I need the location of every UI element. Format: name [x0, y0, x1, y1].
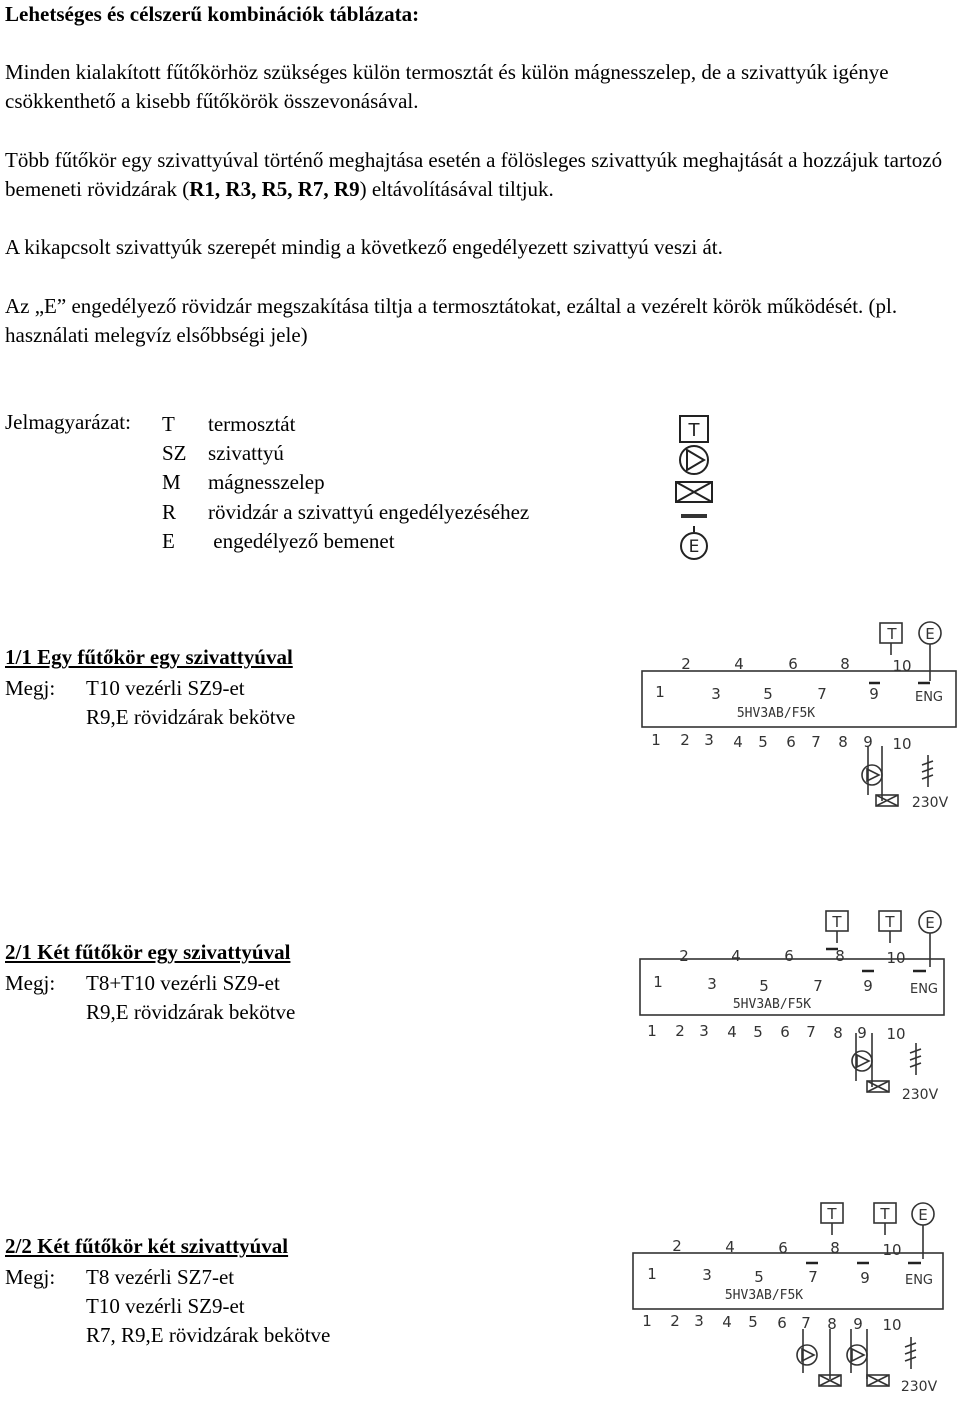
top-terminal: 10: [882, 1241, 902, 1259]
bottom-terminal: 6: [780, 1023, 790, 1041]
thermostat-symbol-label: T: [688, 420, 700, 441]
mid-terminal: 7: [813, 977, 823, 995]
bottom-terminal: 10: [886, 1025, 906, 1043]
thermostat-label: T: [880, 1205, 890, 1223]
disable-paragraph: [5, 146, 955, 204]
model-label: 5HV3AB/F5K: [732, 997, 812, 1012]
section-title-2-2: 2/2 Két fűtőkör két szivattyúval: [5, 1234, 289, 1258]
bottom-terminal: 6: [777, 1314, 787, 1332]
bottom-terminal: 2: [680, 731, 690, 749]
mid-terminal: 5: [763, 685, 773, 703]
bottom-terminal: 2: [670, 1312, 680, 1330]
top-terminal: 8: [830, 1239, 840, 1257]
mid-terminal: 3: [702, 1266, 712, 1284]
thermostat-label: T: [885, 913, 895, 931]
top-terminal: 4: [734, 655, 744, 673]
note-line: R9,E rövidzárak bekötve: [86, 1000, 296, 1024]
bottom-terminal: 7: [811, 733, 821, 751]
top-terminal: 6: [778, 1239, 788, 1257]
legend-text: termosztát: [208, 412, 296, 436]
section-note-2-1: [5, 969, 295, 1027]
bottom-terminal: 10: [892, 735, 912, 753]
mid-terminal: 9: [869, 685, 879, 703]
bottom-terminal: 2: [675, 1022, 685, 1040]
wiring-diagram-1-1: [630, 615, 960, 840]
bottom-terminal: 9: [857, 1024, 867, 1042]
note-line: T8+T10 vezérli SZ9-et: [86, 971, 280, 995]
mid-terminal: 3: [707, 975, 717, 993]
disable-paragraph-text-start: Több fűtőkör egy szivattyúval történő meghajtása esetén a fölösleges szivattyúk meghajtását a hozzájuk tartozó bemeneti rövidzárak (: [5, 148, 943, 201]
bottom-terminal: 5: [758, 733, 768, 751]
legend-item: [162, 526, 395, 556]
bottom-terminal: 9: [853, 1315, 863, 1333]
wiring-diagram-2-1: [630, 905, 960, 1105]
legend-code: T: [162, 412, 175, 436]
thermostat-icon: [680, 416, 708, 442]
pump-icon: [680, 446, 708, 474]
legend-label: Jelmagyarázat:: [5, 410, 131, 434]
legend-symbols: [668, 410, 728, 570]
legend-text: mágnesszelep: [208, 470, 325, 494]
bottom-terminal: 4: [727, 1023, 737, 1041]
bottom-terminal: 1: [642, 1312, 652, 1330]
top-terminal: 6: [788, 655, 798, 673]
enable-symbol-label: E: [688, 537, 700, 557]
bottom-terminal: 5: [753, 1023, 763, 1041]
section-title-2-1: 2/1 Két fűtőkör egy szivattyúval: [5, 940, 291, 964]
top-terminal: 2: [681, 655, 691, 673]
mid-terminal: 1: [647, 1265, 657, 1283]
mid-terminal: ENG: [904, 1273, 934, 1288]
bottom-terminal: 9: [863, 733, 873, 751]
bottom-terminal: 3: [704, 731, 714, 749]
note-line: R9,E rövidzárak bekötve: [86, 705, 296, 729]
enable-label: E: [918, 1206, 928, 1224]
bottom-terminal: 3: [694, 1312, 704, 1330]
top-terminal: 4: [731, 947, 741, 965]
legend-code: SZ: [162, 441, 187, 465]
mid-terminal: 9: [860, 1269, 870, 1287]
enable-paragraph: Az „E” engedélyező rövidzár megszakítása tiltja a termosztátokat, ezáltal a vezérelt körök működését. (pl. használati melegvíz elsőbbségi jele): [5, 294, 898, 347]
bottom-terminal: 3: [699, 1022, 709, 1040]
disable-paragraph-bold: R1, R3, R5, R7, R9: [189, 177, 360, 201]
bottom-terminal: 4: [722, 1313, 732, 1331]
legend-text: rövidzár a szivattyú engedélyezéséhez: [208, 500, 530, 524]
thermostat-label: T: [887, 625, 897, 643]
model-label: 5HV3AB/F5K: [724, 1288, 804, 1303]
bottom-terminal: 1: [651, 731, 661, 749]
section-note-1-1: [5, 674, 295, 732]
note-line: T8 vezérli SZ7-et: [86, 1265, 235, 1289]
mid-terminal: ENG: [914, 690, 944, 705]
thermostat-label: T: [832, 913, 842, 931]
bottom-terminal: 6: [786, 733, 796, 751]
bottom-terminal: 8: [827, 1315, 837, 1333]
disable-paragraph-text-end: ) eltávolításával tiltjuk.: [359, 177, 554, 201]
enable-input-icon: [681, 526, 707, 559]
top-terminal: 10: [892, 657, 912, 675]
page-title: Lehetséges és célszerű kombinációk táblázata:: [5, 2, 420, 26]
mid-terminal: ENG: [909, 982, 939, 997]
mid-terminal: 5: [759, 977, 769, 995]
enable-label: E: [925, 914, 935, 932]
legend-item: [162, 409, 295, 439]
section-note-2-2: [5, 1263, 330, 1350]
wiring-diagram-2-2: [625, 1195, 960, 1400]
mid-terminal: 1: [655, 683, 665, 701]
bottom-terminal: 4: [733, 733, 743, 751]
enable-label: E: [925, 625, 935, 643]
note-label: Megj:: [5, 676, 56, 700]
top-terminal: 8: [835, 947, 845, 965]
top-terminal: 2: [672, 1237, 682, 1255]
bottom-terminal: 5: [748, 1313, 758, 1331]
top-terminal: 8: [840, 655, 850, 673]
intro-paragraph: Minden kialakított fűtőkörhöz szükséges külön termosztát és külön mágnesszelep, de a szivattyúk igénye csökkenthető a kisebb fűtőkörök összevonásával.: [5, 60, 889, 113]
voltage-label: 230V: [900, 1379, 938, 1395]
legend-text: engedélyező bemenet: [208, 529, 395, 553]
mid-terminal: 9: [863, 977, 873, 995]
legend-code: E: [162, 529, 175, 553]
voltage-label: 230V: [901, 1087, 939, 1103]
section-title-1-1: 1/1 Egy fűtőkör egy szivattyúval: [5, 645, 293, 669]
top-terminal: 4: [725, 1238, 735, 1256]
bottom-terminal: 7: [801, 1314, 811, 1332]
short-circuit-icon: [681, 514, 707, 518]
takeover-paragraph: A kikapcsolt szivattyúk szerepét mindig a következő engedélyezett szivattyú veszi át.: [5, 235, 723, 259]
bottom-terminal: 8: [838, 733, 848, 751]
legend-code: M: [162, 470, 181, 494]
bottom-terminal: 7: [806, 1023, 816, 1041]
mid-terminal: 7: [817, 685, 827, 703]
top-terminal: 2: [679, 947, 689, 965]
top-terminal: 10: [886, 949, 906, 967]
mid-terminal: 7: [808, 1268, 818, 1286]
note-line: R7, R9,E rövidzárak bekötve: [86, 1323, 331, 1347]
legend-item: [162, 438, 284, 468]
note-line: T10 vezérli SZ9-et: [86, 676, 245, 700]
valve-icon: [676, 482, 712, 502]
bottom-terminal: 1: [647, 1022, 657, 1040]
bottom-terminal: 10: [882, 1316, 902, 1334]
legend-text: szivattyú: [208, 441, 284, 465]
legend-item: [162, 497, 529, 527]
mid-terminal: 5: [754, 1268, 764, 1286]
mid-terminal: 3: [711, 685, 721, 703]
legend-item: [162, 467, 325, 497]
thermostat-label: T: [827, 1205, 837, 1223]
bottom-terminal: 8: [833, 1024, 843, 1042]
legend-code: R: [162, 500, 177, 524]
note-label: Megj:: [5, 971, 56, 995]
mid-terminal: 1: [653, 973, 663, 991]
top-terminal: 6: [784, 947, 794, 965]
note-line: T10 vezérli SZ9-et: [86, 1294, 245, 1318]
voltage-label: 230V: [911, 795, 949, 811]
note-label: Megj:: [5, 1265, 56, 1289]
model-label: 5HV3AB/F5K: [736, 706, 816, 721]
